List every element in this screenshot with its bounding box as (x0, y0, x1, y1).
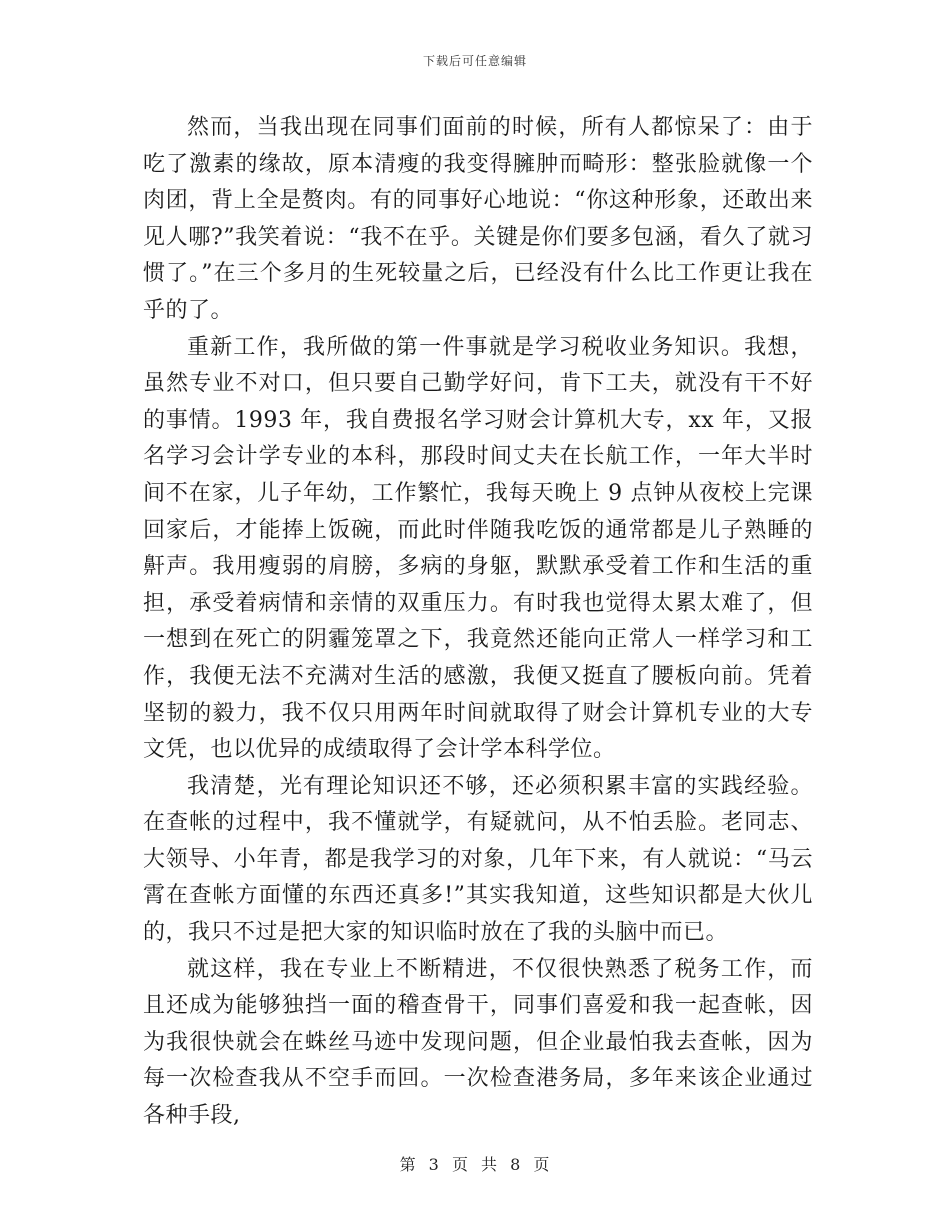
paragraph: 就这样，我在专业上不断精进，不仅很快熟悉了税务工作，而且还成为能够独挡一面的稽查骨干，同事们喜爱和我一起查帐，因为我很快就会在蛛丝马迹中发现问题，但企业最怕我去查帐，因为每一次检查我从不空手而回。一次检查港务局，多年来该企业通过各种手段, (143, 956, 813, 1129)
paragraph: 重新工作，我所做的第一件事就是学习税收业务知识。我想，虽然专业不对口，但只要自己勤学好问，肯下工夫，就没有干不好的事情。1993 年，我自费报名学习财会计算机大专，xx 年，又报名学习会计学专业的本科，那段时间丈夫在长航工作，一年大半时间不在家，儿子年幼，工作繁忙，我每天晚上 9 点钟从夜校上完课回家后，才能捧上饭碗，而此时伴随我吃饭的通常都是儿子熟睡的鼾声。我用瘦弱的肩膀，多病的身躯，默默承受着工作和生活的重担，承受着病情和亲情的双重压力。有时我也觉得太累太难了，但一想到在死亡的阴霾笼罩之下，我竟然还能向正常人一样学习和工作，我便无法不充满对生活的感激，我便又挺直了腰板向前。凭着坚韧的毅力，我不仅只用两年时间就取得了财会计算机专业的大专文凭，也以优异的成绩取得了会计学本科学位。 (143, 334, 813, 763)
paragraph: 我清楚，光有理论知识还不够，还必须积累丰富的实践经验。在查帐的过程中，我不懂就学，有疑就问，从不怕丢脸。老同志、大领导、小年青，都是我学习的对象，几年下来，有人就说：“马云霄在查帐方面懂的东西还真多!”其实我知道，这些知识都是大伙儿的，我只不过是把大家的知识临时放在了我的头脑中而已。 (143, 773, 813, 946)
paragraph: 然而，当我出现在同事们面前的时候，所有人都惊呆了：由于吃了激素的缘故，原本清瘦的我变得臃肿而畸形：整张脸就像一个肉团，背上全是赘肉。有的同事好心地说：“你这种形象，还敢出来见人哪?”我笑着说：“我不在乎。关键是你们要多包涵，看久了就习惯了。”在三个多月的生死较量之后，已经没有什么比工作更让我在乎的了。 (143, 115, 813, 323)
document-body (143, 110, 813, 1135)
page-header: 下载后可任意编辑 (422, 54, 527, 68)
page-footer: 第 3 页 共 8 页 (399, 1155, 551, 1174)
